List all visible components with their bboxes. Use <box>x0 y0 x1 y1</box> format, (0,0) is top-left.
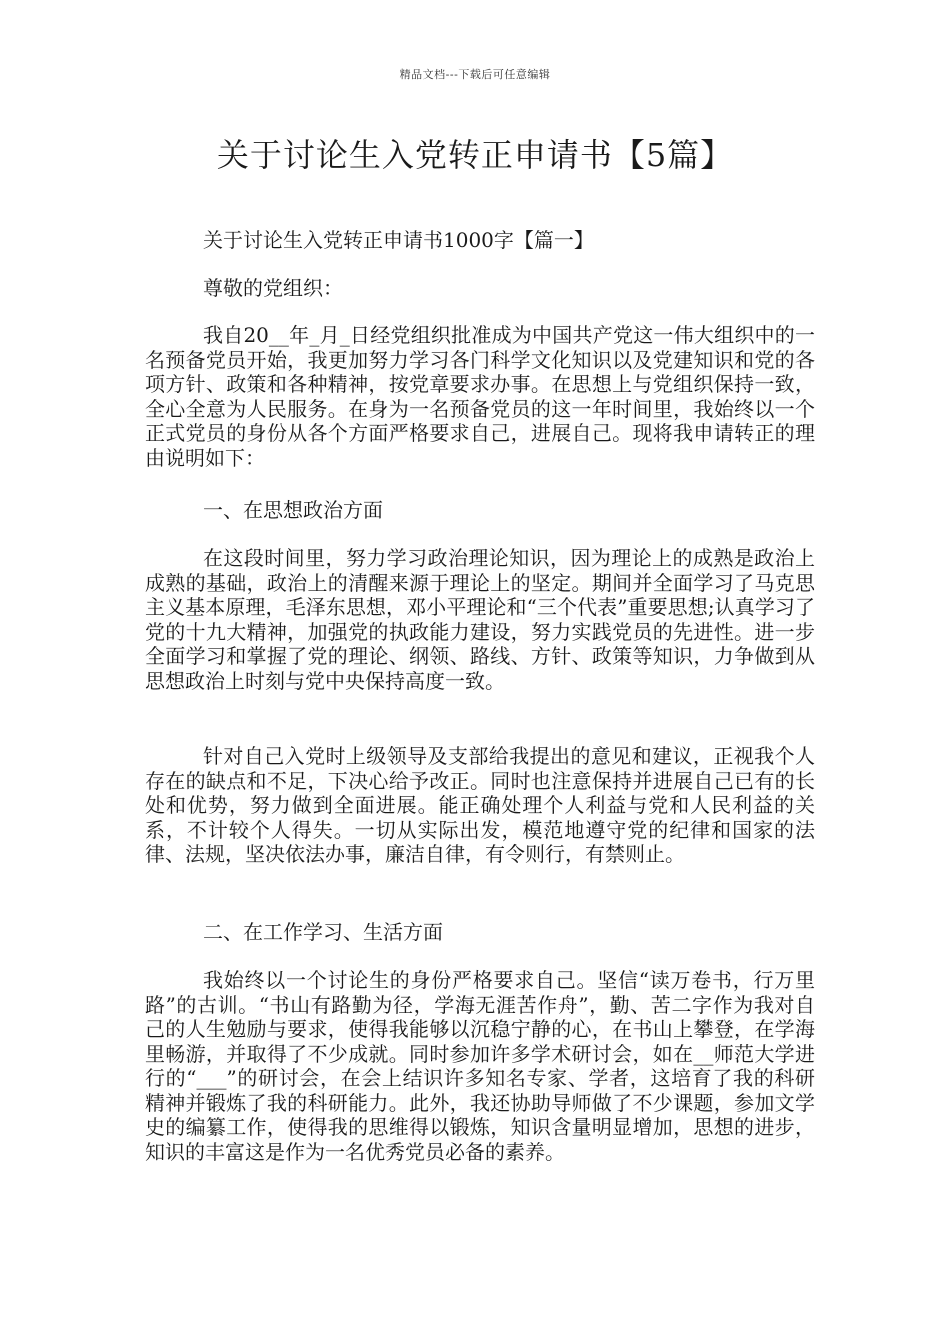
salutation: 尊敬的党组织： <box>203 276 343 300</box>
paragraph-self-improvement: 针对自己入党时上级领导及支部给我提出的意见和建议，正视我个人存在的缺点和不足，下决心给予改正。同时也注意保持并进展自己已有的长处和优势，努力做到全面进展。能正确处理个人利益与党和人民利益的关系，不计较个人得失。一切从实际出发，模范地遵守党的纪律和国家的法律、法规，坚决依法办事，廉洁自律，有令则行，有禁则止。 <box>145 744 815 866</box>
page-header-note: 精品文档---下载后可任意编辑 <box>399 68 551 81</box>
paragraph-work-study: 我始终以一个讨论生的身份严格要求自己。坚信“读万卷书，行万里路”的古训。“书山有路勤为径，学海无涯苦作舟”，勤、苦二字作为我对自己的人生勉励与要求，使得我能够以沉稳宁静的心，在书山上攀登，在学海里畅游，并取得了不少成就。同时参加许多学术研讨会，如在__师范大学进行的“___”的研讨会，在会上结识许多知名专家、学者，这培育了我的科研精神并锻炼了我的科研能力。此外，我还协助导师做了不少课题，参加文学史的编纂工作，使得我的思维得以锻炼，知识含量明显增加，思想的进步，知识的丰富这是作为一名优秀党员必备的素养。 <box>145 968 815 1164</box>
heading-political: 一、在思想政治方面 <box>203 498 383 522</box>
section-heading: 关于讨论生入党转正申请书1000字【篇一】 <box>203 228 594 252</box>
paragraph-political: 在这段时间里，努力学习政治理论知识，因为理论上的成熟是政治上成熟的基础，政治上的清醒来源于理论上的坚定。期间并全面学习了马克思主义基本原理，毛泽东思想，邓小平理论和“三个代表”重要思想;认真学习了党的十九大精神，加强党的执政能力建设，努力实践党员的先进性。进一步全面学习和掌握了党的理论、纲领、路线、方针、政策等知识，力争做到从思想政治上时刻与党中央保持高度一致。 <box>145 546 815 693</box>
document-title: 关于讨论生入党转正申请书【5篇】 <box>216 136 734 174</box>
heading-work-study: 二、在工作学习、生活方面 <box>203 920 443 944</box>
paragraph-intro: 我自20__年_月_日经党组织批准成为中国共产党这一伟大组织中的一名预备党员开始，我更加努力学习各门科学文化知识以及党建知识和党的各项方针、政策和各种精神，按党章要求办事。在思想上与党组织保持一致，全心全意为人民服务。在身为一名预备党员的这一年时间里，我始终以一个正式党员的身份从各个方面严格要求自己，进展自己。现将我申请转正的理由说明如下： <box>145 323 815 470</box>
